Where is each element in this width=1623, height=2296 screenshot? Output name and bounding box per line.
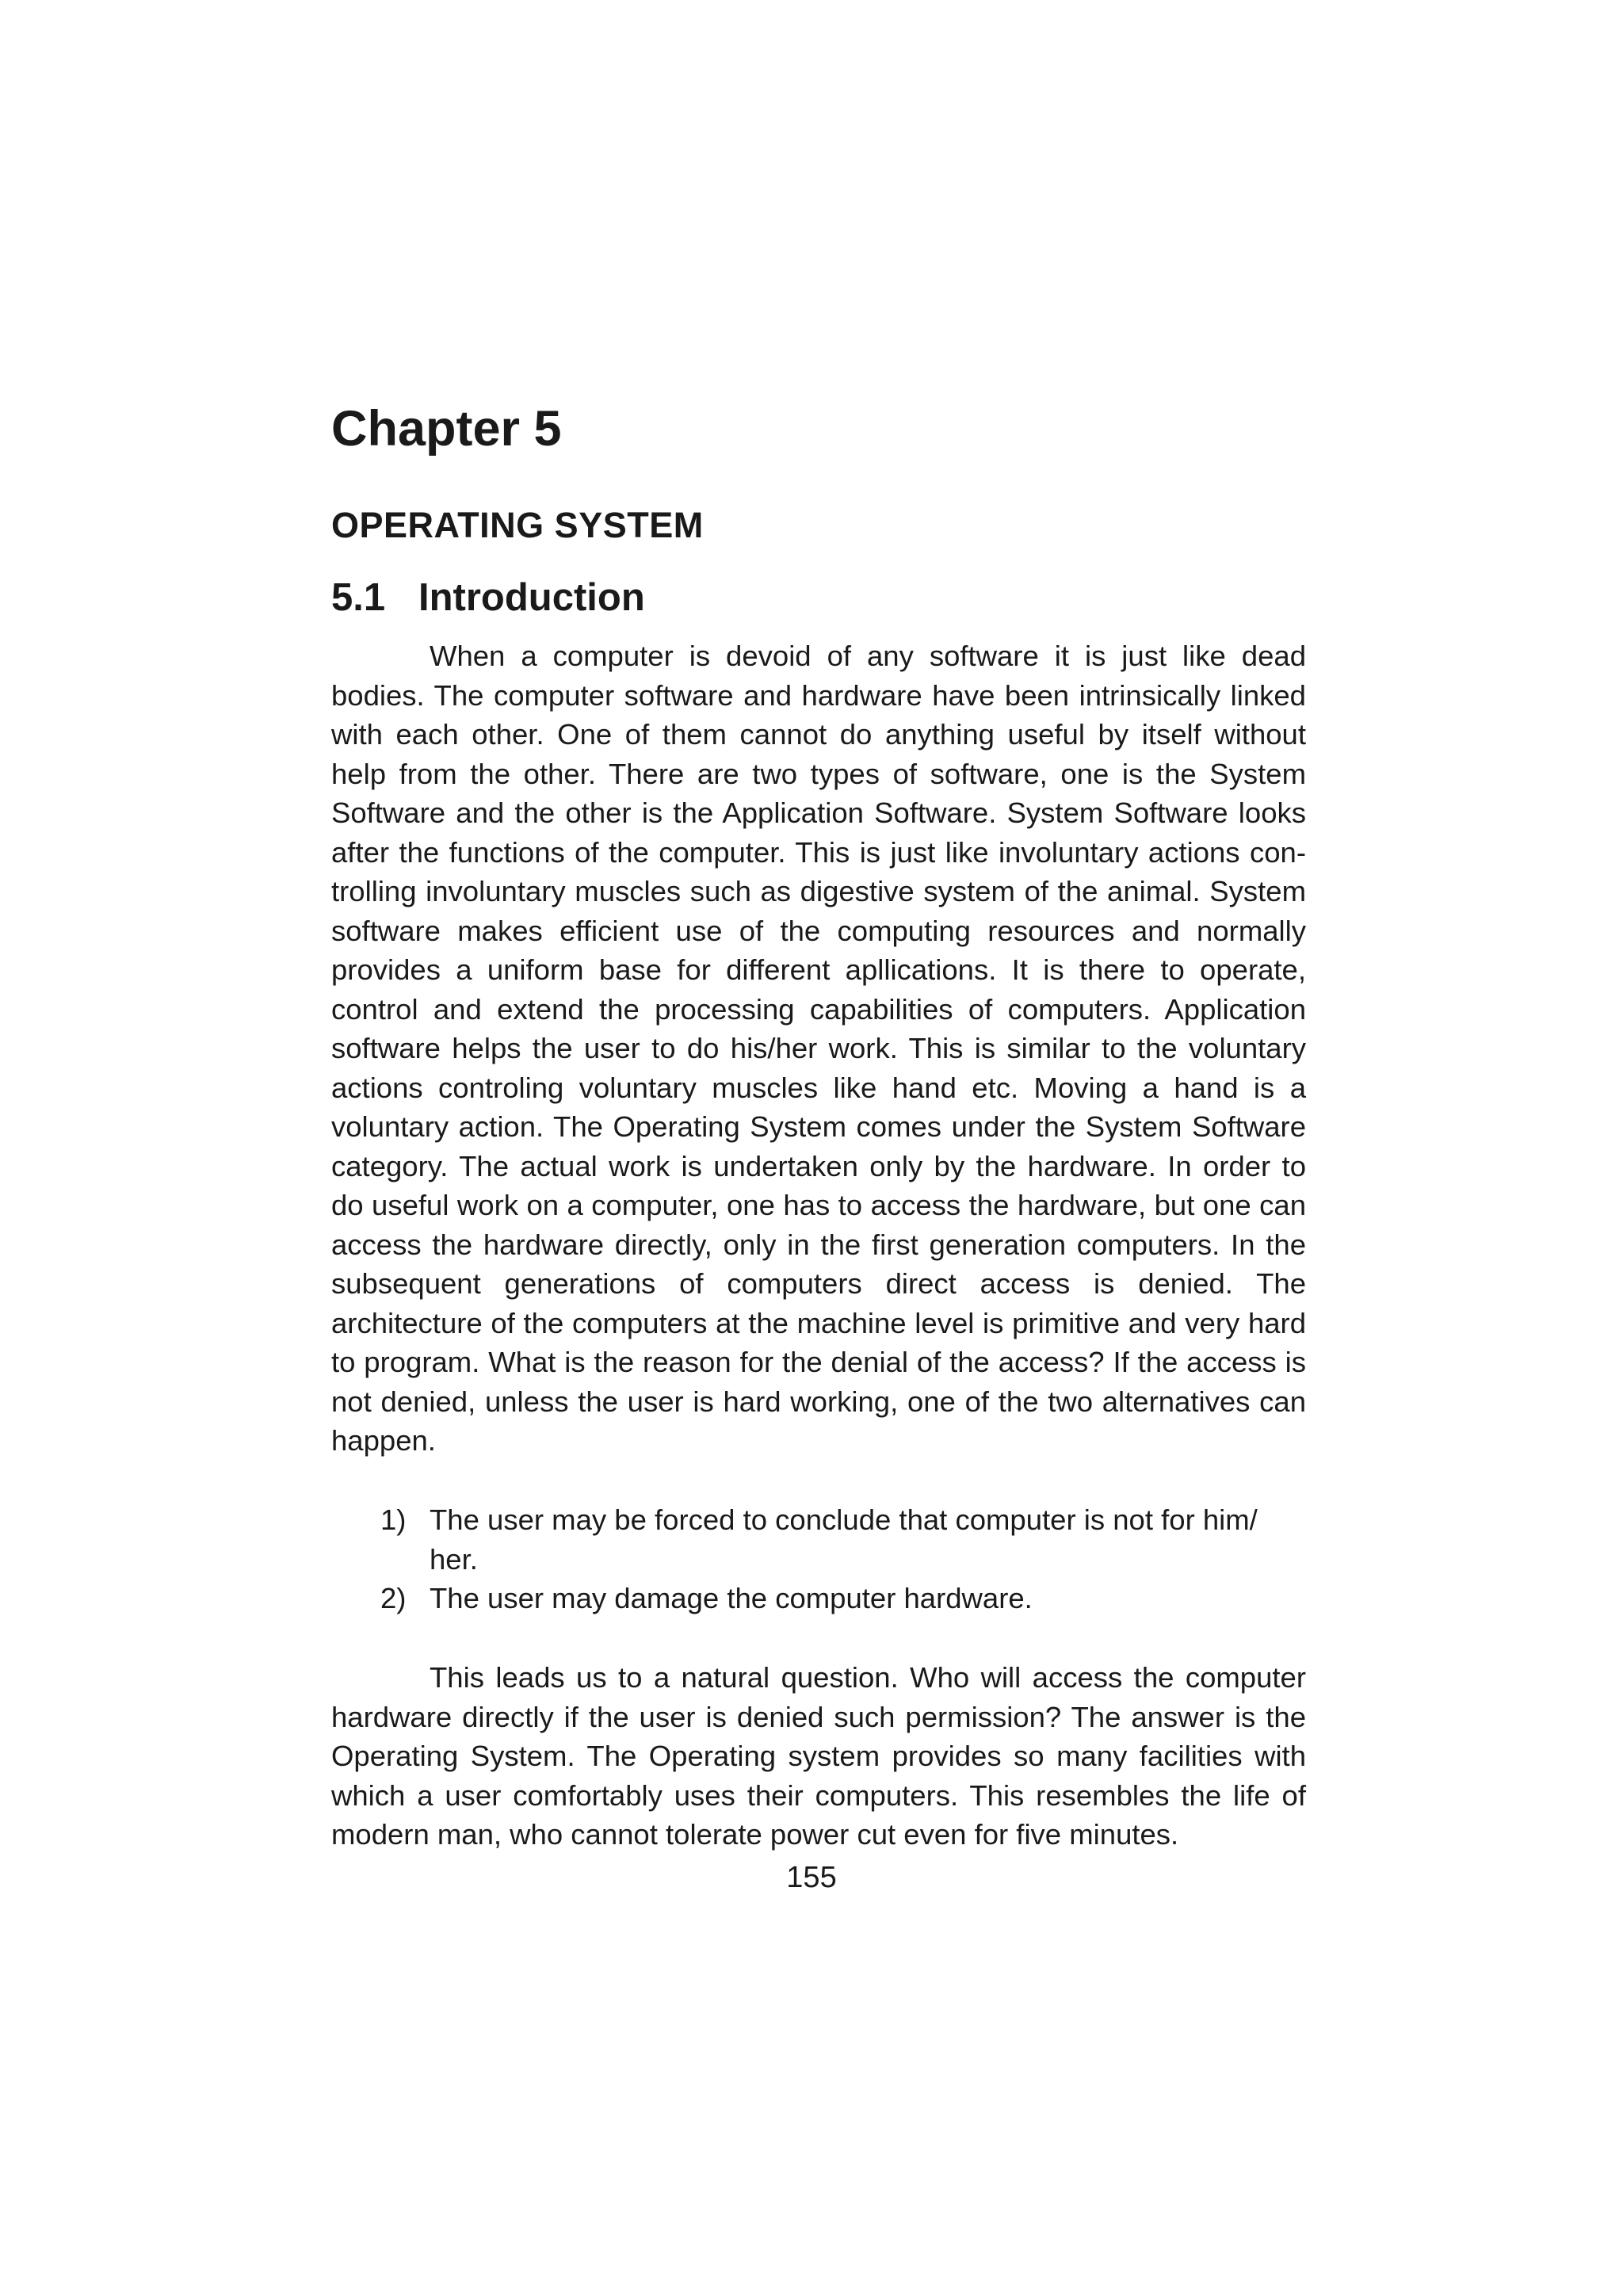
list-item-text: The user may damage the computer hardware. xyxy=(430,1582,1033,1614)
intro-paragraph: When a computer is devoid of any software it is just like dead bodies. The computer software and hardware have been intrinsically linked with each other. One of them cannot do anything useful by itself without help from the other. There are two types of software, one is the System Software and the other is the Application Software. System Software looks after the functions of the computer. This is just like involuntary actions controlling involuntary muscles such as digestive system of the animal. System software makes efficient use of the computing resources and normally provides a uniform base for different apllications. It is there to operate, control and extend the processing capabilities of computers. Application software helps the user to do his/her work. This is similar to the voluntary actions controling voluntary muscles like hand etc. Moving a hand is a voluntary action. The Operating System comes under the System Software category. The actual work is undertaken only by the hardware. In order to do useful work on a computer, one has to access the hardware, but one can access the hardware directly, only in the first generation computers. In the subsequent generations of computers direct access is denied. The architecture of the computers at the machine level is primitive and very hard to program. What is the reason for the denial of the access? If the access is not denied, unless the user is hard working, one of the two alternatives can happen. xyxy=(331,640,1306,1457)
subsection-heading xyxy=(331,576,645,619)
alternatives-list xyxy=(331,1500,1306,1618)
page-number: 155 xyxy=(786,1861,837,1894)
list-item-text: The user may be forced to conclude that computer is not for him/ her. xyxy=(430,1503,1258,1576)
subsection-number: 5.1 xyxy=(331,576,386,619)
closing-paragraph: This leads us to a natural question. Who will access the computer hardware directly if the user is denied such permission? The answer is the Operating System. The Operating system provides so many facilities with which a user comfortably uses their computers. This resembles the life of modern man, who cannot tolerate power cut even for five minutes. xyxy=(331,1661,1306,1851)
list-marker: 1) xyxy=(380,1503,407,1536)
chapter-title: Chapter 5 xyxy=(331,401,562,457)
list-item xyxy=(331,1579,1306,1618)
list-marker: 2) xyxy=(380,1582,407,1614)
subsection-title: Introduction xyxy=(418,576,645,619)
list-item xyxy=(331,1500,1306,1579)
section-title: OPERATING SYSTEM xyxy=(331,505,704,545)
